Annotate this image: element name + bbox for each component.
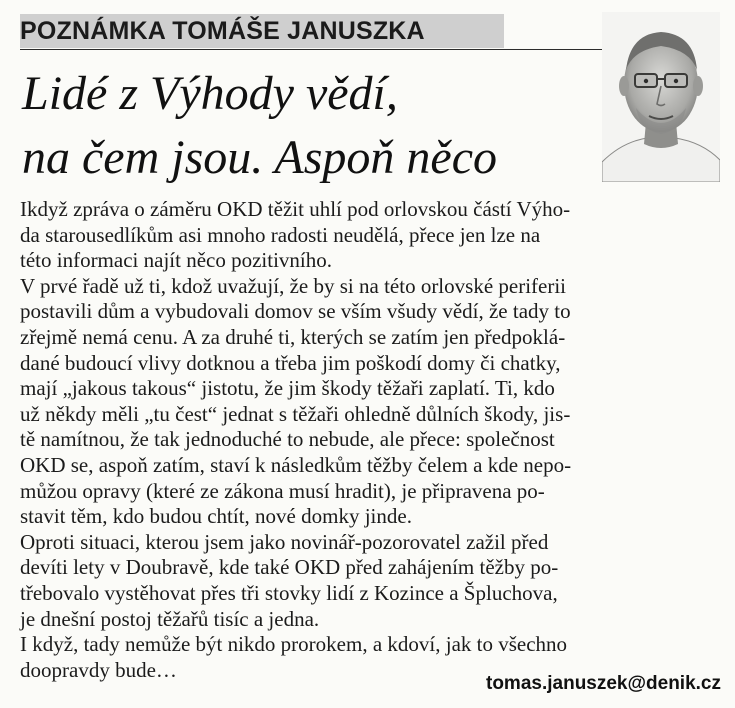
body-line: dané budoucí vlivy dotknou a třeba jim poškodí domy či chatky,: [20, 350, 561, 375]
body-line: už někdy měli „tu čest“ jednat s těžaři ohledně důlních škody, jis-: [20, 401, 571, 426]
body-line: devíti lety v Doubravě, kde také OKD před zahájením těžby po-: [20, 555, 559, 580]
body-line: V prvé řadě už ti, kdož uvažují, že by si na této orlovské periferii: [20, 273, 567, 298]
body-line: Oproti situaci, kterou jsem jako novinář-pozorovatel zažil před: [20, 529, 549, 554]
body-line: stavit těm, kdo budou chtít, nové domky jinde.: [20, 504, 412, 529]
body-line: je dnešní postoj těžařů tisíc a jedna.: [20, 606, 320, 631]
headline-line-2: na čem jsou. Aspoň něco: [22, 131, 498, 184]
body-line: da starousedlíkům asi mnoho radosti neudělá, přece jen lze na: [20, 222, 541, 247]
author-photo: [602, 12, 720, 182]
body-line: můžou opravy (které ze zákona musí hradit), je připravena po-: [20, 478, 545, 503]
body-line: tě namítnou, že tak jednoduché to nebude, ale přece: společnost: [20, 427, 555, 452]
body-line: I když, tady nemůže být nikdo prorokem, a kdoví, jak to všechno: [20, 632, 568, 657]
article-body: [20, 197, 718, 683]
body-line: postavili dům a vybudovali domov se vším všudy vědí, že tady to: [20, 299, 571, 324]
body-line: Ikdyž zpráva o záměru OKD těžit uhlí pod orlovskou částí Výho-: [20, 197, 571, 221]
body-line: doopravdy bude…: [20, 657, 177, 682]
author-email[interactable]: tomas.januszek@denik.cz: [486, 673, 721, 694]
body-line: OKD se, aspoň zatím, staví k následkům těžby čelem a kde nepo-: [20, 452, 572, 477]
author-portrait-image: [602, 12, 720, 182]
headline: [22, 62, 592, 190]
headline-line-1: Lidé z Výhody vědí,: [22, 67, 398, 120]
body-line: mají „jakous takous“ jistotu, že jim škody těžaři zaplatí. Ti, kdo: [20, 376, 555, 401]
body-line: třebovalo vystěhovat přes tři stovky lidí z Kozince a Špluchova,: [20, 580, 558, 605]
kicker-title: POZNÁMKA TOMÁŠE JANUSZKA: [20, 17, 425, 45]
body-line: zřejmě nemá cenu. A za druhé ti, kterých se zatím jen předpoklá-: [20, 324, 566, 349]
body-line: této informaci najít něco pozitivního.: [20, 248, 332, 273]
header-rule: [20, 49, 605, 50]
